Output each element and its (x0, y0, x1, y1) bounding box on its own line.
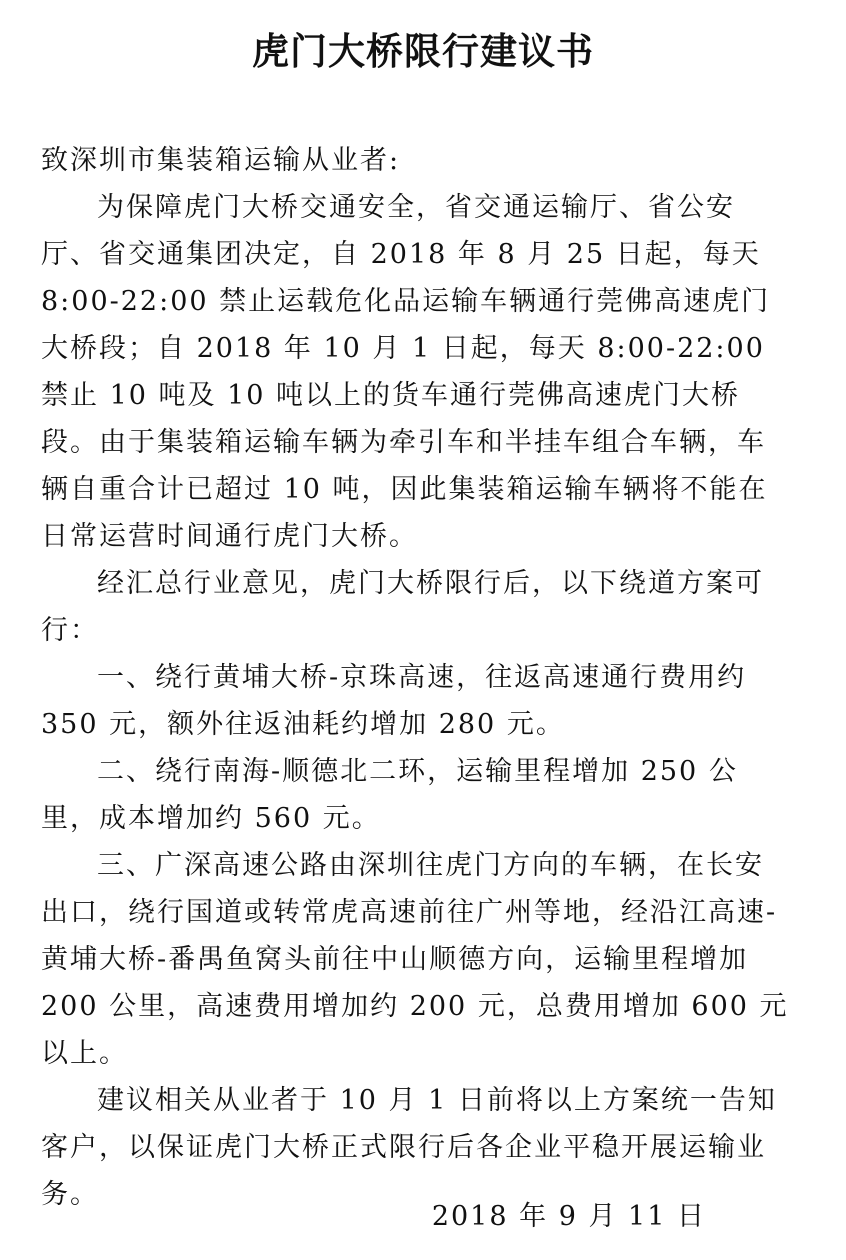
paragraph-recommendation: 建议相关从业者于 10 月 1 日前将以上方案统一告知客户，以保证虎门大桥正式限行后各企业平稳开展运输业务。 (41, 1085, 777, 1210)
paragraph-announcement: 为保障虎门大桥交通安全，省交通运输厅、省公安厅、省交通集团决定，自 2018 年 8 月 25 日起，每天 8:00-22:00 禁止运载危化品运输车辆通行莞佛高速虎门大桥段；自 2018 年 10 月 1 日起，每天 8:00-22:00 禁止 10 吨及 10 吨以上的货车通行莞佛高速虎门大桥段。由于集装箱运输车辆为牵引车和半挂车组合车辆，车辆自重合计已超过 10 吨，因此集装箱运输车辆将不能在日常运营时间通行虎门大桥。 (41, 192, 771, 552)
paragraph-option-2: 二、绕行南海-顺德北二环，运输里程增加 250 公里，成本增加约 560 元。 (41, 756, 738, 834)
paragraph-option-1: 一、绕行黄埔大桥-京珠高速，往返高速通行费用约 350 元，额外往返油耗约增加 280 元。 (41, 662, 747, 740)
paragraph-option-3: 三、广深高速公路由深圳往虎门方向的车辆，在长安出口，绕行国道或转常虎高速前往广州等地，经沿江高速-黄埔大桥-番禺鱼窝头前往中山顺德方向，运输里程增加 200 公里，高速费用增加约 200 元，总费用增加 600 元以上。 (41, 850, 789, 1069)
document-title: 虎门大桥限行建议书 (252, 30, 594, 73)
paragraph-options-intro: 经汇总行业意见，虎门大桥限行后，以下绕道方案可行： (41, 568, 764, 646)
salutation: 致深圳市集装箱运输从业者: (41, 145, 401, 176)
document-date: 2018 年 9 月 11 日 (431, 1201, 706, 1232)
document-body (41, 137, 791, 1218)
